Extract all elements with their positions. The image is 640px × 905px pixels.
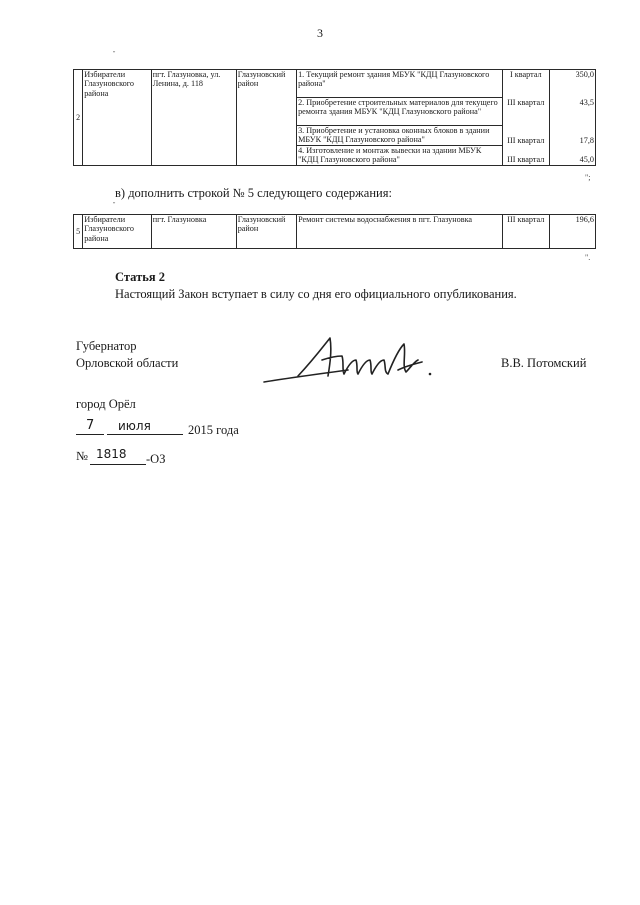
- amount-value: 43,5: [579, 98, 594, 107]
- quote-close-mark-1: ";: [585, 173, 591, 182]
- voters-cell: Избиратели Глазуновского района: [83, 215, 152, 249]
- law-number: 1818: [96, 447, 127, 461]
- article-text: Настоящий Закон вступает в силу со дня его официального опубликования.: [115, 287, 517, 301]
- amount-value: 196,6: [549, 215, 595, 249]
- amount-value: 17,8: [579, 136, 594, 145]
- event-text-cell: 2. Приобретение строительных материалов для текущего ремонта здания МБУК "КДЦ Глазуновского района": [297, 98, 503, 126]
- event-text-cell: Ремонт системы водоснабжения в пгт. Глазуновка: [297, 215, 503, 249]
- quarter-value: III квартал: [502, 215, 549, 249]
- district-cell: Глазуновский район: [236, 215, 296, 249]
- date-day: 7: [86, 418, 95, 433]
- quarter-value: III квартал: [507, 136, 545, 145]
- quarter-value: III квартал: [507, 155, 545, 164]
- date-year: 2015 года: [188, 423, 239, 437]
- month-underline: [107, 434, 183, 435]
- governor-title-line: Орловской области: [76, 356, 179, 370]
- instruction-text: в) дополнить строкой № 5 следующего содержания:: [115, 186, 392, 200]
- governor-name: В.В. Потомский: [501, 356, 587, 370]
- quote-open-mark-2: ": [113, 202, 116, 208]
- amount-value: 45,0: [579, 155, 594, 164]
- law-number-prefix: №: [76, 449, 88, 463]
- row-number-cell: 5: [74, 215, 83, 249]
- article-title: Статья 2: [115, 270, 165, 284]
- district-cell: Глазуновский район: [236, 70, 296, 166]
- amount-value: 350,0: [575, 70, 594, 79]
- event-text-cell: 4. Изготовление и монтаж вывески на здании МБУК "КДЦ Глазуновского района": [297, 145, 503, 165]
- law-number-underline: [90, 464, 146, 465]
- quarter-value: I квартал: [510, 70, 542, 79]
- address-cell: пгт. Глазуновка: [151, 215, 236, 249]
- law-number-suffix: -ОЗ: [146, 452, 166, 466]
- governor-title-line: Губернатор: [76, 339, 137, 353]
- event-text-cell: 3. Приобретение и установка оконных блоков в здании МБУК "КДЦ Глазуновского района": [297, 126, 503, 146]
- amendment-table-2: [73, 214, 596, 249]
- amendment-table-1: [73, 69, 596, 166]
- quarter-column: [502, 70, 549, 166]
- row-number-cell: 2: [74, 70, 83, 166]
- address-cell: пгт. Глазуновка, ул. Ленина, д. 118: [151, 70, 236, 166]
- amount-column: [549, 70, 595, 166]
- handwritten-signature: [258, 330, 438, 392]
- day-underline: [76, 434, 104, 435]
- city-text: город Орёл: [76, 397, 136, 411]
- quarter-value: III квартал: [507, 98, 545, 107]
- event-text-cell: 1. Текущий ремонт здания МБУК "КДЦ Глазуновского района": [297, 70, 503, 98]
- voters-cell: Избиратели Глазуновского района: [83, 70, 152, 166]
- date-month: июля: [118, 419, 151, 433]
- governor-title: [76, 338, 178, 372]
- quote-open-mark-1: ": [113, 51, 116, 57]
- page-number: 3: [317, 26, 323, 40]
- quote-close-mark-2: ".: [585, 253, 591, 262]
